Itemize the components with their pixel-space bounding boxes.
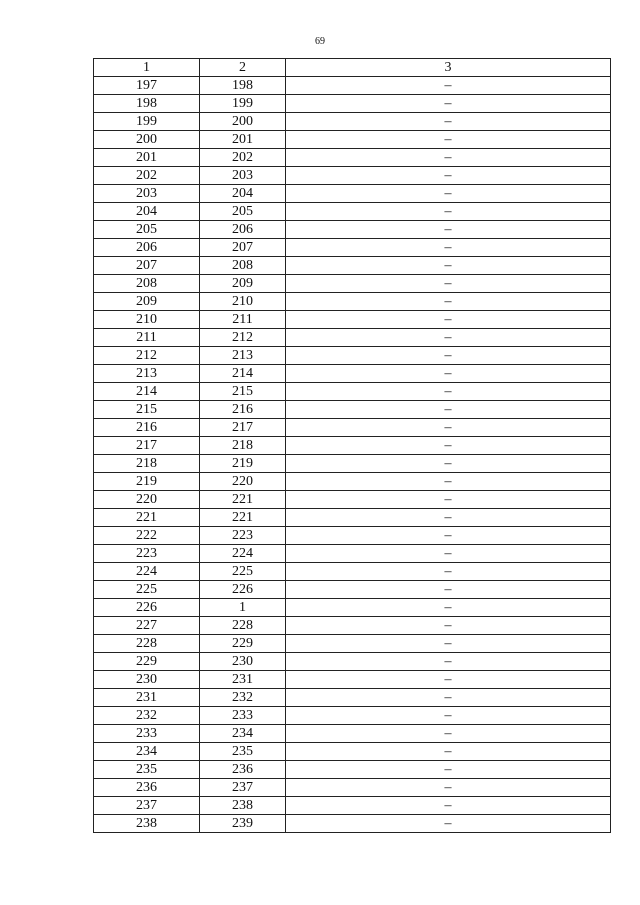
table-cell-col-1: 227 (94, 617, 200, 635)
table-cell-col-3: – (286, 257, 611, 275)
table-cell-col-1: 211 (94, 329, 200, 347)
table-cell-col-1: 225 (94, 581, 200, 599)
table-cell-col-2: 200 (200, 113, 286, 131)
table-cell-col-1: 230 (94, 671, 200, 689)
table-cell-col-1: 204 (94, 203, 200, 221)
table-cell-col-3: – (286, 383, 611, 401)
table-cell-col-2: 231 (200, 671, 286, 689)
table-cell-col-3: – (286, 743, 611, 761)
table-cell-col-2: 236 (200, 761, 286, 779)
table-row (94, 185, 611, 203)
table-row (94, 671, 611, 689)
table-row (94, 419, 611, 437)
table-cell-col-1: 208 (94, 275, 200, 293)
table-cell-col-2: 198 (200, 77, 286, 95)
table-cell-col-1: 219 (94, 473, 200, 491)
table-cell-col-1: 197 (94, 77, 200, 95)
page-number: 69 (315, 36, 325, 47)
column-header-2: 2 (200, 59, 286, 77)
table-row (94, 491, 611, 509)
data-table (93, 58, 611, 833)
table-cell-col-1: 237 (94, 797, 200, 815)
table-cell-col-2: 215 (200, 383, 286, 401)
table-cell-col-3: – (286, 491, 611, 509)
table-cell-col-1: 217 (94, 437, 200, 455)
table-cell-col-3: – (286, 239, 611, 257)
table-cell-col-3: – (286, 95, 611, 113)
table-row (94, 347, 611, 365)
table-cell-col-3: – (286, 761, 611, 779)
table-cell-col-3: – (286, 581, 611, 599)
table-row (94, 779, 611, 797)
table-cell-col-3: – (286, 365, 611, 383)
table-cell-col-2: 223 (200, 527, 286, 545)
table-cell-col-3: – (286, 275, 611, 293)
table-cell-col-3: – (286, 599, 611, 617)
table-row (94, 437, 611, 455)
table-row (94, 635, 611, 653)
table-row (94, 113, 611, 131)
table-row (94, 545, 611, 563)
table-cell-col-2: 226 (200, 581, 286, 599)
table-cell-col-3: – (286, 329, 611, 347)
table-cell-col-3: – (286, 293, 611, 311)
table-cell-col-1: 222 (94, 527, 200, 545)
table-row (94, 743, 611, 761)
table-cell-col-1: 226 (94, 599, 200, 617)
table-cell-col-1: 236 (94, 779, 200, 797)
table-cell-col-1: 210 (94, 311, 200, 329)
table-row (94, 761, 611, 779)
table-cell-col-2: 207 (200, 239, 286, 257)
table-cell-col-1: 224 (94, 563, 200, 581)
table-row (94, 653, 611, 671)
table-row (94, 707, 611, 725)
table-cell-col-2: 202 (200, 149, 286, 167)
table-cell-col-1: 228 (94, 635, 200, 653)
table-row (94, 203, 611, 221)
table-cell-col-1: 203 (94, 185, 200, 203)
table-cell-col-1: 229 (94, 653, 200, 671)
table-cell-col-3: – (286, 689, 611, 707)
table-row (94, 149, 611, 167)
table-cell-col-3: – (286, 437, 611, 455)
table-row (94, 815, 611, 833)
table-cell-col-3: – (286, 617, 611, 635)
table-cell-col-3: – (286, 815, 611, 833)
table-cell-col-2: 208 (200, 257, 286, 275)
table-cell-col-1: 206 (94, 239, 200, 257)
table-cell-col-2: 221 (200, 509, 286, 527)
table-row (94, 239, 611, 257)
table-row (94, 167, 611, 185)
table-row (94, 563, 611, 581)
table-body (94, 77, 611, 833)
table-row (94, 383, 611, 401)
table-row (94, 617, 611, 635)
table-cell-col-1: 200 (94, 131, 200, 149)
table-cell-col-3: – (286, 113, 611, 131)
table-row (94, 95, 611, 113)
header-row (94, 59, 611, 77)
table-row (94, 401, 611, 419)
table-cell-col-2: 205 (200, 203, 286, 221)
table-cell-col-1: 199 (94, 113, 200, 131)
table-cell-col-3: – (286, 527, 611, 545)
table-cell-col-2: 225 (200, 563, 286, 581)
table-cell-col-3: – (286, 653, 611, 671)
table-cell-col-3: – (286, 347, 611, 365)
table-cell-col-1: 213 (94, 365, 200, 383)
table-cell-col-2: 237 (200, 779, 286, 797)
table-cell-col-2: 211 (200, 311, 286, 329)
table-cell-col-3: – (286, 167, 611, 185)
table-cell-col-2: 230 (200, 653, 286, 671)
table-cell-col-2: 233 (200, 707, 286, 725)
table-cell-col-2: 234 (200, 725, 286, 743)
table-cell-col-2: 221 (200, 491, 286, 509)
table-cell-col-2: 210 (200, 293, 286, 311)
table-row (94, 725, 611, 743)
table-cell-col-1: 209 (94, 293, 200, 311)
table-cell-col-3: – (286, 185, 611, 203)
table-cell-col-1: 205 (94, 221, 200, 239)
table-cell-col-1: 234 (94, 743, 200, 761)
table-row (94, 275, 611, 293)
table-cell-col-1: 223 (94, 545, 200, 563)
table-cell-col-2: 224 (200, 545, 286, 563)
table-cell-col-2: 201 (200, 131, 286, 149)
table-cell-col-1: 238 (94, 815, 200, 833)
table-cell-col-2: 1 (200, 599, 286, 617)
table-cell-col-1: 218 (94, 455, 200, 473)
table-cell-col-2: 239 (200, 815, 286, 833)
table-row (94, 77, 611, 95)
table-row (94, 527, 611, 545)
table-cell-col-2: 238 (200, 797, 286, 815)
table-cell-col-1: 202 (94, 167, 200, 185)
table-cell-col-3: – (286, 509, 611, 527)
table-cell-col-2: 219 (200, 455, 286, 473)
table-cell-col-3: – (286, 311, 611, 329)
table-cell-col-3: – (286, 635, 611, 653)
table-cell-col-3: – (286, 149, 611, 167)
table-cell-col-1: 216 (94, 419, 200, 437)
table-cell-col-2: 203 (200, 167, 286, 185)
table-cell-col-1: 235 (94, 761, 200, 779)
table-cell-col-3: – (286, 419, 611, 437)
table-cell-col-3: – (286, 221, 611, 239)
column-header-3: 3 (286, 59, 611, 77)
table-row (94, 221, 611, 239)
table-cell-col-3: – (286, 455, 611, 473)
table-row (94, 293, 611, 311)
table-row (94, 689, 611, 707)
table-cell-col-1: 198 (94, 95, 200, 113)
table-cell-col-2: 217 (200, 419, 286, 437)
table-cell-col-3: – (286, 77, 611, 95)
table-cell-col-3: – (286, 797, 611, 815)
table-cell-col-3: – (286, 473, 611, 491)
table-header (94, 59, 611, 77)
table-cell-col-1: 233 (94, 725, 200, 743)
table-cell-col-1: 220 (94, 491, 200, 509)
table-cell-col-3: – (286, 401, 611, 419)
table-cell-col-2: 204 (200, 185, 286, 203)
table-cell-col-2: 235 (200, 743, 286, 761)
table-cell-col-2: 218 (200, 437, 286, 455)
table-row (94, 311, 611, 329)
table-cell-col-1: 232 (94, 707, 200, 725)
table-cell-col-1: 221 (94, 509, 200, 527)
table-row (94, 329, 611, 347)
table-cell-col-2: 232 (200, 689, 286, 707)
table-row (94, 581, 611, 599)
table-cell-col-1: 231 (94, 689, 200, 707)
table-cell-col-1: 201 (94, 149, 200, 167)
table-row (94, 455, 611, 473)
table-cell-col-2: 199 (200, 95, 286, 113)
table-cell-col-3: – (286, 779, 611, 797)
table-cell-col-3: – (286, 671, 611, 689)
table-cell-col-3: – (286, 545, 611, 563)
table-row (94, 473, 611, 491)
table-row (94, 797, 611, 815)
table-row (94, 599, 611, 617)
column-header-1: 1 (94, 59, 200, 77)
table-cell-col-2: 209 (200, 275, 286, 293)
table-cell-col-3: – (286, 131, 611, 149)
table-cell-col-1: 215 (94, 401, 200, 419)
table-cell-col-1: 212 (94, 347, 200, 365)
table-row (94, 509, 611, 527)
table-cell-col-2: 229 (200, 635, 286, 653)
table-cell-col-2: 228 (200, 617, 286, 635)
table-cell-col-2: 212 (200, 329, 286, 347)
table-cell-col-3: – (286, 563, 611, 581)
table-cell-col-2: 216 (200, 401, 286, 419)
table-cell-col-1: 214 (94, 383, 200, 401)
table-cell-col-2: 220 (200, 473, 286, 491)
table-cell-col-2: 213 (200, 347, 286, 365)
table-row (94, 365, 611, 383)
table-cell-col-2: 206 (200, 221, 286, 239)
table-row (94, 257, 611, 275)
table-row (94, 131, 611, 149)
table-cell-col-1: 207 (94, 257, 200, 275)
table-cell-col-3: – (286, 725, 611, 743)
table-cell-col-2: 214 (200, 365, 286, 383)
table-cell-col-3: – (286, 707, 611, 725)
table-cell-col-3: – (286, 203, 611, 221)
